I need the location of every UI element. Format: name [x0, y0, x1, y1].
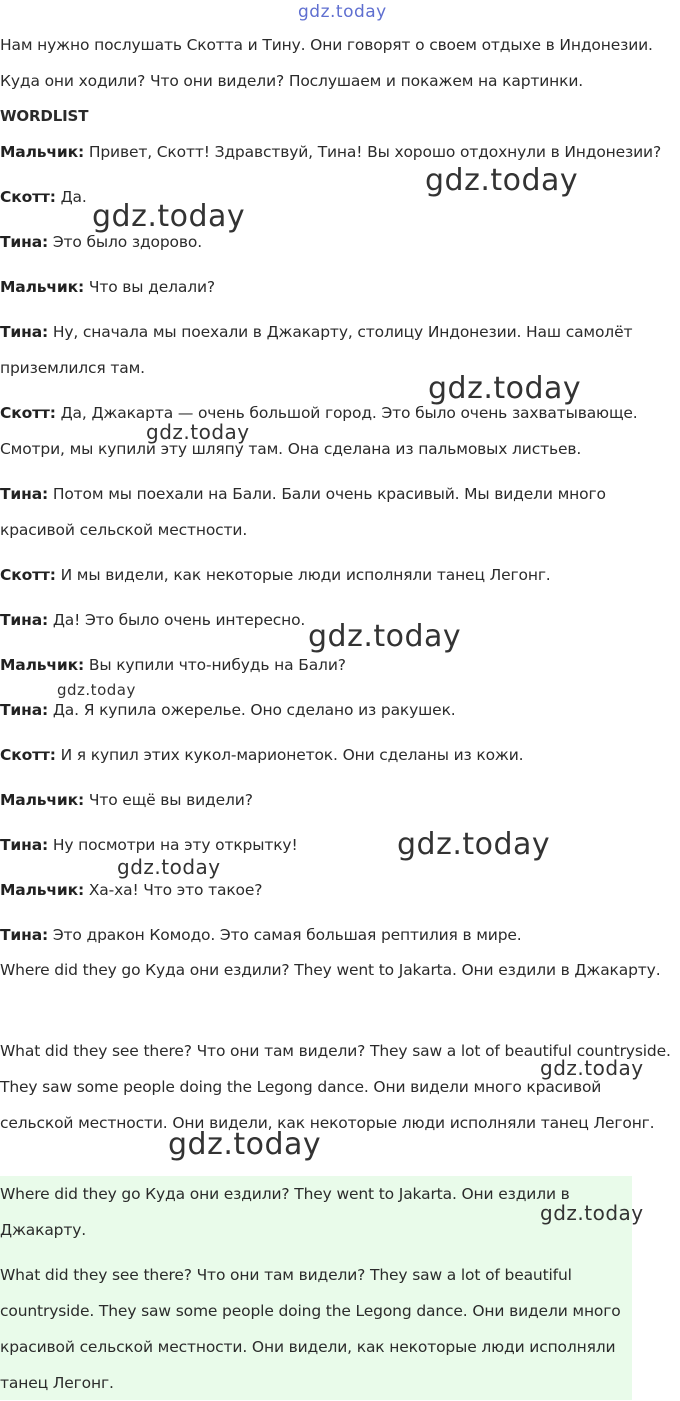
- watermark: gdz.today: [168, 1127, 322, 1162]
- dialogue-line: [0, 134, 676, 170]
- watermark: gdz.today: [425, 163, 579, 198]
- speaker: Скотт:: [0, 188, 56, 206]
- speaker: Тина:: [0, 485, 49, 503]
- dialogue-line: [0, 557, 676, 593]
- intro-line-1: Нам нужно послушать Скотта и Тину. Они говорят о своем отдыхе в Индонезии.: [0, 36, 653, 54]
- dialogue-line: [0, 917, 676, 953]
- answer-paragraph: What did they see there? Что они там видели? They saw a lot of beautiful countryside. They saw some people doing the Legong dance. Они видели много красивой сельской местности. Они видели, как некоторые люди исполняли танец Легонг.: [0, 1042, 671, 1132]
- watermark: gdz.today: [397, 827, 551, 862]
- line-text: И я купил этих кукол-марионеток. Они сделаны из кожи.: [55, 746, 524, 764]
- speaker: Мальчик:: [0, 143, 85, 161]
- speaker: Мальчик:: [0, 656, 85, 674]
- watermark: gdz.today: [298, 2, 387, 22]
- line-text: И мы видели, как некоторые люди исполняли танец Легонг.: [55, 566, 551, 584]
- dialogue-line: [0, 179, 676, 215]
- dialogue-line: [0, 395, 676, 467]
- line-text: Вы купили что-нибудь на Бали?: [84, 656, 346, 674]
- line-text: Потом мы поехали на Бали. Бали очень красивый. Мы видели много красивой сельской местности.: [0, 485, 606, 539]
- speaker: Скотт:: [0, 746, 56, 764]
- speaker: Скотт:: [0, 404, 56, 422]
- dialogue-line: [0, 224, 676, 260]
- speaker: Мальчик:: [0, 881, 85, 899]
- watermark: gdz.today: [540, 1201, 644, 1225]
- intro-line-2: Куда они ходили? Что они видели? Послушаем и покажем на картинки.: [0, 72, 584, 90]
- line-text: Да. Я купила ожерелье. Оно сделано из ракушек.: [48, 701, 456, 719]
- dialogue-line: [0, 314, 676, 386]
- dialogue-line: [0, 782, 676, 818]
- line-text: Да, Джакарта — очень большой город. Это было очень захватывающе. Смотри, мы купили эту шляпу там. Она сделана из пальмовых листьев.: [0, 404, 638, 458]
- dialogue-line: [0, 602, 676, 638]
- line-text: Ну посмотри на эту открытку!: [48, 836, 298, 854]
- speaker: Мальчик:: [0, 791, 85, 809]
- speaker: Тина:: [0, 233, 49, 251]
- line-text: Да! Это было очень интересно.: [48, 611, 306, 629]
- line-text: Да.: [55, 188, 87, 206]
- dialogue-line: [0, 476, 676, 548]
- watermark: gdz.today: [57, 681, 136, 699]
- dialogue-line: [0, 872, 676, 908]
- dialogue-line: [0, 827, 676, 863]
- watermark: gdz.today: [428, 371, 582, 406]
- line-text: Ха-ха! Что это такое?: [84, 881, 263, 899]
- speaker: Тина:: [0, 926, 49, 944]
- dialogue-line: [0, 269, 676, 305]
- watermark: gdz.today: [146, 420, 250, 444]
- speaker: Тина:: [0, 611, 49, 629]
- line-text: Что вы делали?: [84, 278, 215, 296]
- wordlist-heading: WORDLIST: [0, 107, 89, 125]
- watermark: gdz.today: [117, 855, 221, 879]
- line-text: Что ещё вы видели?: [84, 791, 253, 809]
- answer-paragraph: Where did they go Куда они ездили? They went to Jakarta. Они ездили в Джакарту.: [0, 961, 661, 979]
- dialogue-line: [0, 692, 676, 728]
- speaker: Тина:: [0, 323, 49, 341]
- watermark: gdz.today: [92, 199, 246, 234]
- speaker: Тина:: [0, 836, 49, 854]
- dialogue-line: [0, 737, 676, 773]
- answer-paragraph-highlighted: What did they see there? Что они там видели? They saw a lot of beautiful countryside. They saw some people doing the Legong dance. Они видели много красивой сельской местности. Они видели, как некоторые люди исполняли танец Легонг.: [0, 1266, 621, 1392]
- line-text: Ну, сначала мы поехали в Джакарту, столицу Индонезии. Наш самолёт приземлился там.: [0, 323, 633, 377]
- speaker: Скотт:: [0, 566, 56, 584]
- watermark: gdz.today: [540, 1056, 644, 1080]
- line-text: Это было здорово.: [48, 233, 202, 251]
- speaker: Тина:: [0, 701, 49, 719]
- dialogue-line: [0, 647, 676, 683]
- watermark: gdz.today: [308, 619, 462, 654]
- answer-paragraph-highlighted: Where did they go Куда они ездили? They went to Jakarta. Они ездили в Джакарту.: [0, 1185, 570, 1239]
- line-text: Привет, Скотт! Здравствуй, Тина! Вы хорошо отдохнули в Индонезии?: [84, 143, 662, 161]
- speaker: Мальчик:: [0, 278, 85, 296]
- line-text: Это дракон Комодо. Это самая большая рептилия в мире.: [48, 926, 522, 944]
